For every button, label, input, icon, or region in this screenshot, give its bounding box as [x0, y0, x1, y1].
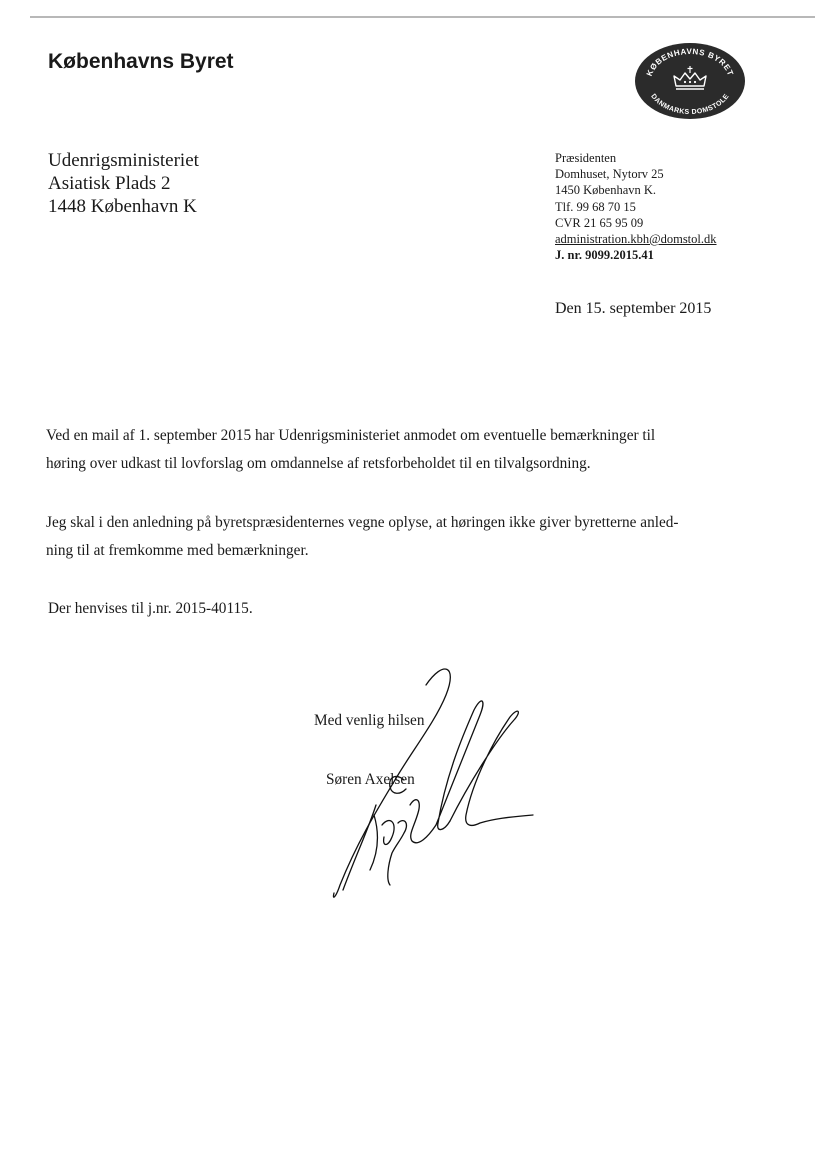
- sender-city: 1450 København K.: [555, 183, 657, 198]
- court-name: Københavns Byret: [48, 50, 234, 73]
- letter-date: Den 15. september 2015: [555, 300, 712, 317]
- court-seal: [634, 42, 746, 120]
- paragraph-line: Der henvises til j.nr. 2015-40115.: [48, 600, 253, 617]
- recipient-line: Asiatisk Plads 2: [48, 173, 171, 194]
- paragraph-line: Jeg skal i den anledning på byretspræsidenternes vegne oplyse, at høringen ikke giver byretterne anled-: [46, 514, 679, 531]
- signer-name: Søren Axelsen: [326, 771, 415, 788]
- paragraph-line: ning til at fremkomme med bemærkninger.: [46, 542, 309, 559]
- sender-email-link[interactable]: administration.kbh@domstol.dk: [555, 232, 717, 247]
- recipient-line: Udenrigsministeriet: [48, 150, 199, 171]
- sender-phone: Tlf. 99 68 70 15: [555, 199, 636, 214]
- sender-address: Domhuset, Nytorv 25: [555, 167, 664, 182]
- sender-block: [555, 150, 717, 263]
- seal-bottom-text: DANMARKS DOMSTOLE: [649, 92, 731, 117]
- recipient-address: [48, 149, 199, 218]
- top-rule: [30, 16, 815, 18]
- journal-number: J. nr. 9099.2015.41: [555, 248, 654, 263]
- handwritten-signature: [318, 655, 538, 905]
- recipient-line: 1448 København K: [48, 196, 197, 217]
- sender-cvr: CVR 21 65 95 09: [555, 215, 644, 230]
- seal-top-text: KØBENHAVNS BYRET: [644, 46, 736, 78]
- paragraph-1: [46, 422, 655, 478]
- closing-greeting: Med venlig hilsen: [314, 712, 425, 729]
- paragraph-2: [46, 509, 679, 565]
- paragraph-line: høring over udkast til lovforslag om omdannelse af retsforbeholdet til en tilvalgsordning.: [46, 455, 591, 472]
- paragraph-3: [48, 595, 253, 623]
- paragraph-line: Ved en mail af 1. september 2015 har Udenrigsministeriet anmodet om eventuelle bemærkninger til: [46, 427, 656, 444]
- sender-title: Præsidenten: [555, 151, 617, 165]
